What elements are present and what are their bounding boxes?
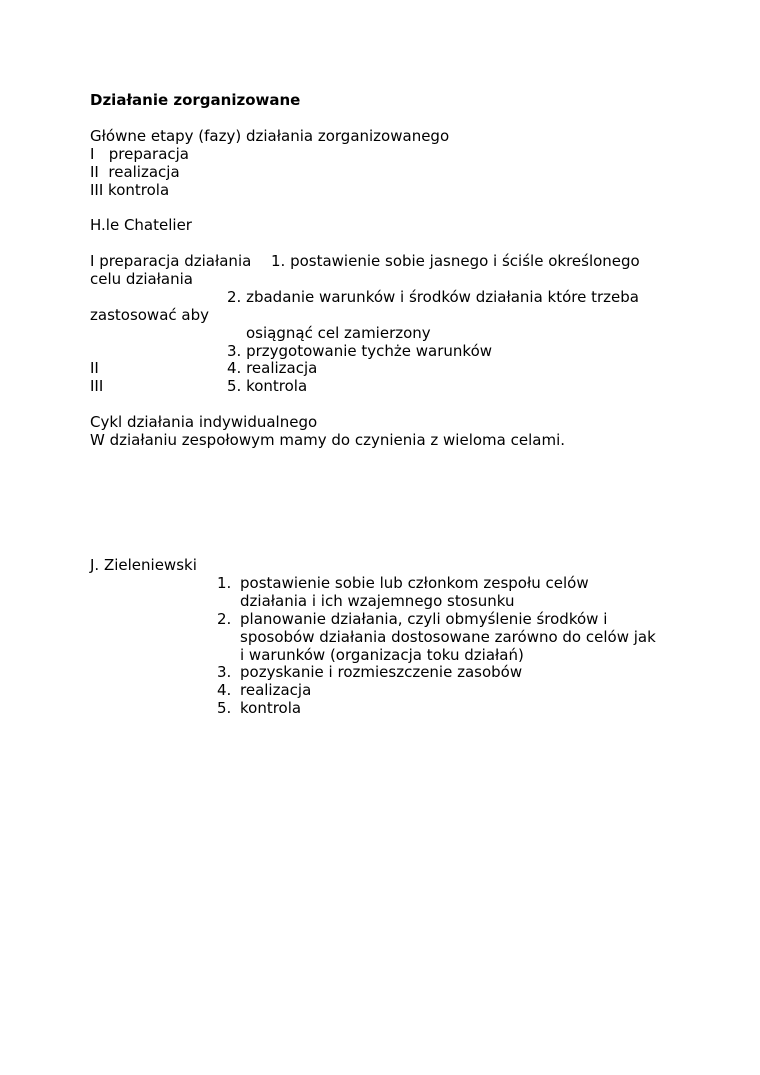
chatelier-row-item: 5. kontrola [227,377,308,395]
chatelier-row-label: I preparacja działania [90,252,252,270]
list-item-number: 1. [217,574,232,592]
list-item-number: 4. [217,681,232,699]
phase-item: II realizacja [90,163,180,181]
list-item-text: sposobów działania dostosowane zarówno do celów jak [240,628,656,646]
list-item-number: 2. [217,610,232,628]
chatelier-row-continuation: celu działania [90,270,193,288]
list-item-text: działania i ich wzajemnego stosunku [240,592,515,610]
document-title: Działanie zorganizowane [90,91,301,109]
chatelier-row-item: 2. zbadanie warunków i środków działania które trzeba [227,288,639,306]
list-item-text: postawienie sobie lub członkom zespołu celów [240,574,589,592]
list-item-number: 5. [217,699,232,717]
list-item-text: kontrola [240,699,302,717]
list-item-text: pozyskanie i rozmieszczenie zasobów [240,663,523,681]
chatelier-row-continuation: zastosować aby [90,306,209,324]
zieleniewski-author: J. Zieleniewski [90,556,197,574]
chatelier-row-item: 3. przygotowanie tychże warunków [227,342,493,360]
chatelier-row-continuation: osiągnąć cel zamierzony [246,324,431,342]
list-item-text: i warunków (organizacja toku działań) [240,646,524,664]
phase-item: I preparacja [90,145,189,163]
chatelier-row-item: 1. postawienie sobie jasnego i ściśle określonego [271,252,640,270]
phase-item: III kontrola [90,181,170,199]
chatelier-row-label: III [90,377,104,395]
chatelier-row-item: 4. realizacja [227,359,318,377]
list-item-text: realizacja [240,681,312,699]
cycle-text: W działaniu zespołowym mamy do czynienia z wieloma celami. [90,431,566,449]
chatelier-author: H.le Chatelier [90,216,192,234]
chatelier-row-label: II [90,359,99,377]
list-item-number: 3. [217,663,232,681]
phases-heading: Główne etapy (fazy) działania zorganizowanego [90,127,450,145]
cycle-heading: Cykl działania indywidualnego [90,413,318,431]
list-item-text: planowanie działania, czyli obmyślenie środków i [240,610,608,628]
